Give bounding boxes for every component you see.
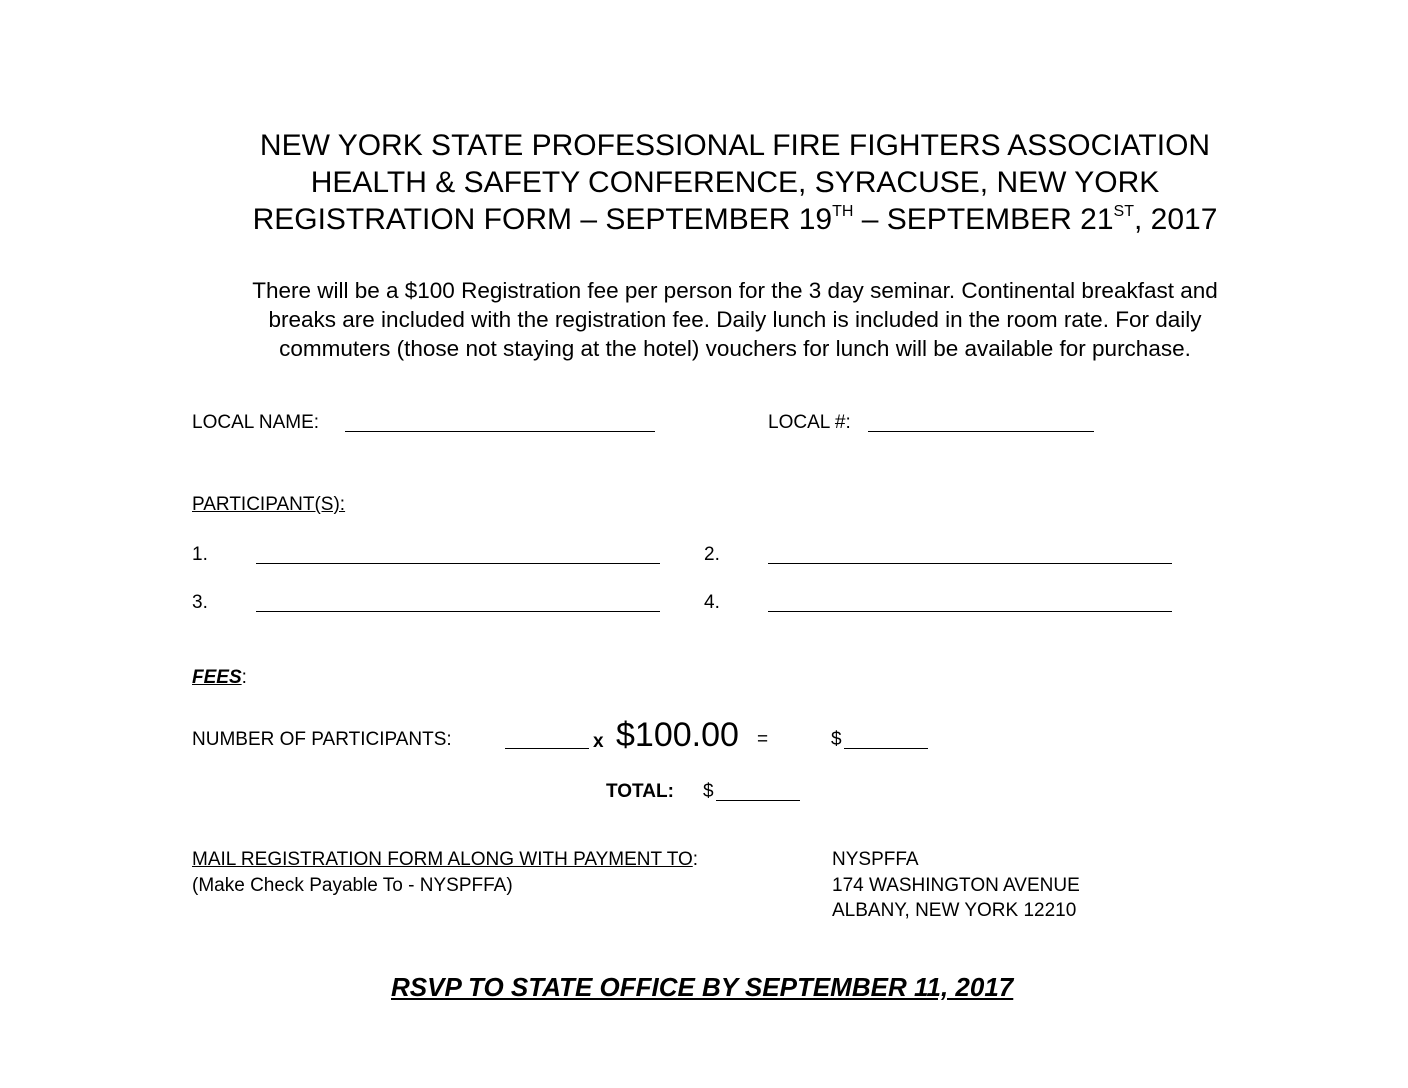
total-label: TOTAL: [606, 781, 674, 802]
local-name-field[interactable] [345, 431, 655, 432]
fees-heading [192, 667, 247, 689]
header-line3-part3: , 2017 [1134, 203, 1218, 236]
rsvp-deadline: RSVP TO STATE OFFICE BY SEPTEMBER 11, 2017 [391, 972, 1014, 1002]
total-dollar-sign: $ [703, 781, 714, 802]
total-field[interactable] [716, 800, 800, 801]
local-number-label: LOCAL #: [768, 412, 851, 433]
check-payable-note: (Make Check Payable To - NYSPFFA) [192, 875, 513, 896]
participant-1-field[interactable] [256, 563, 660, 564]
participant-4-field[interactable] [768, 611, 1172, 612]
header-line3-part1: REGISTRATION FORM – SEPTEMBER 19 [252, 203, 833, 236]
participant-4-number: 4. [704, 592, 720, 613]
fees-heading-colon: : [241, 667, 247, 688]
participant-3-field[interactable] [256, 611, 660, 612]
header-title-line2: HEALTH & SAFETY CONFERENCE, SYRACUSE, NEW YORK [310, 166, 1160, 199]
participant-count-label: NUMBER OF PARTICIPANTS: [192, 729, 452, 750]
equals-sign: = [757, 729, 769, 750]
mail-address-line1: NYSPFFA [832, 849, 919, 870]
multiply-sign: x [593, 731, 604, 752]
header-title-line1: NEW YORK STATE PROFESSIONAL FIRE FIGHTERS ASSOCIATION [259, 129, 1211, 162]
participant-1-number: 1. [192, 544, 208, 565]
fees-heading-text: FEES [192, 667, 242, 688]
header-title-line3 [0, 202, 1408, 238]
participant-2-number: 2. [704, 544, 720, 565]
intro-line3: commuters (those not staying at the hotel) vouchers for lunch will be available for purchase. [279, 336, 1191, 361]
mail-instructions-colon: : [692, 849, 699, 870]
mail-address-line2: 174 WASHINGTON AVENUE [832, 875, 1080, 896]
subtotal-dollar-sign: $ [831, 729, 842, 750]
intro-line2: breaks are included with the registration fee. Daily lunch is included in the room rate. For daily [268, 307, 1202, 332]
participants-heading: PARTICIPANT(S): [192, 494, 346, 515]
participant-3-number: 3. [192, 592, 208, 613]
intro-line1: There will be a $100 Registration fee per person for the 3 day seminar. Continental breakfast and [252, 278, 1218, 303]
mail-instructions-label: MAIL REGISTRATION FORM ALONG WITH PAYMENT TO [192, 849, 693, 870]
fee-per-person: $100.00 [616, 716, 739, 754]
local-name-label: LOCAL NAME: [192, 412, 320, 433]
mail-instructions [192, 849, 698, 871]
participant-2-field[interactable] [768, 563, 1172, 564]
mail-address-line3: ALBANY, NEW YORK 12210 [832, 900, 1077, 921]
header-line3-sup1: TH [832, 203, 854, 220]
header-line3-sup2: ST [1113, 203, 1134, 220]
header-line3-part2: – SEPTEMBER 21 [853, 203, 1114, 236]
local-number-field[interactable] [868, 431, 1094, 432]
participant-count-field[interactable] [505, 748, 589, 749]
subtotal-field[interactable] [844, 748, 928, 749]
